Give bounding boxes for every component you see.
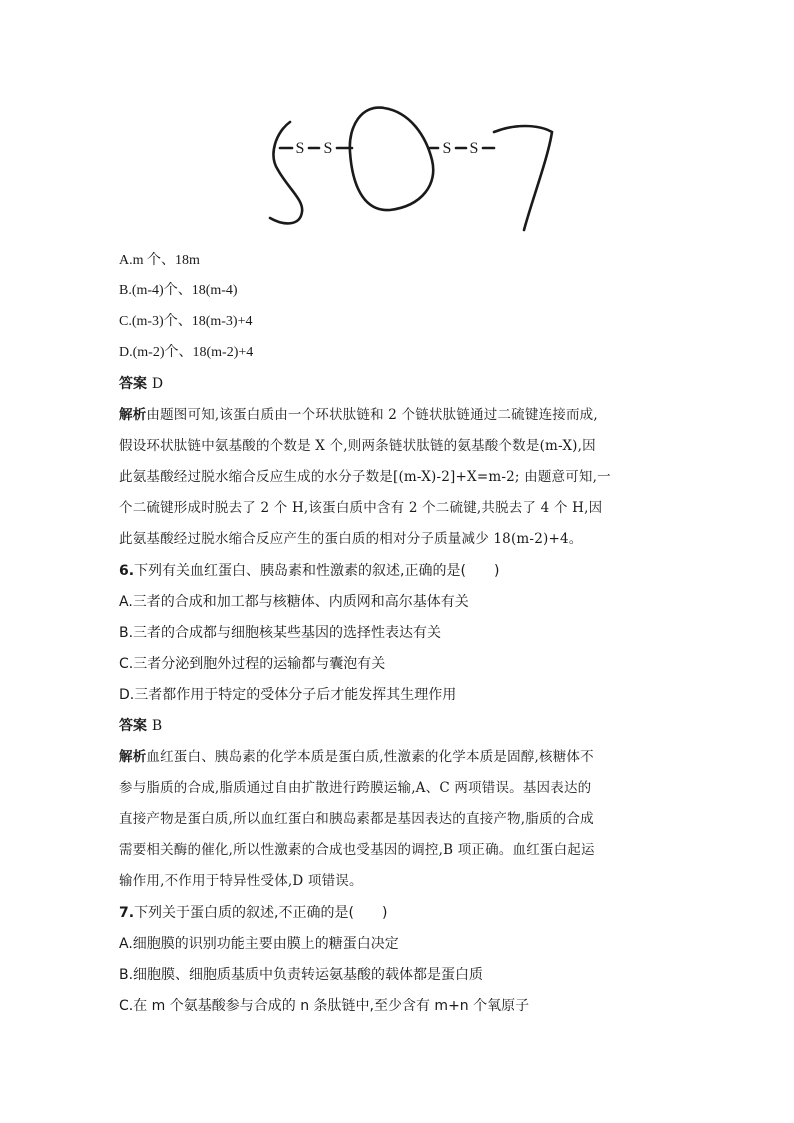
q6-stem <box>119 562 499 580</box>
q6-option-d: D.三者都作用于特定的受体分子后才能发挥其生理作用 <box>119 687 457 703</box>
q5-option-d: D.(m-2)个、18(m-2)+4 <box>119 345 254 360</box>
explanation-text: 血红蛋白、胰岛素的化学本质是蛋白质,性激素的化学本质是固醇,核糖体不 <box>146 749 594 765</box>
answer-label: 答案 <box>119 718 147 734</box>
q5-answer <box>119 375 163 393</box>
q6-explanation-line <box>119 748 594 766</box>
q6-option-b: B.三者的合成都与细胞核某些基因的选择性表达有关 <box>119 625 442 641</box>
cyclic-chain <box>350 108 433 211</box>
disulfide-atom: S <box>442 140 452 157</box>
linear-chain-right <box>494 126 552 230</box>
protein-structure-figure <box>262 100 562 235</box>
linear-chain-left <box>270 122 302 223</box>
disulfide-atom: S <box>469 140 479 157</box>
disulfide-atom: S <box>295 140 305 157</box>
q6-option-a: A.三者的合成和加工都与核糖体、内质网和高尔基体有关 <box>119 594 469 610</box>
explanation-label: 解析 <box>119 407 147 423</box>
answer-value: D <box>151 376 164 392</box>
q5-option-b: B.(m-4)个、18(m-4) <box>119 283 238 298</box>
answer-label: 答案 <box>119 376 147 392</box>
explanation-label: 解析 <box>119 749 147 765</box>
question-text: 下列关于蛋白质的叙述,不正确的是( ) <box>134 905 388 921</box>
q5-explanation-line: 个二硫键形成时脱去了 2 个 H,该蛋白质中含有 2 个二硫键,共脱去了 4 个 H,因 <box>119 500 603 516</box>
q7-option-b: B.细胞膜、细胞质基质中负责转运氨基酸的载体都是蛋白质 <box>119 967 484 983</box>
q5-explanation-line <box>119 406 598 424</box>
disulfide-atom: S <box>323 140 333 157</box>
q6-explanation-line: 参与脂质的合成,脂质通过自由扩散进行跨膜运输,A、C 两项错误。基因表达的 <box>119 780 592 796</box>
explanation-text: 由题图可知,该蛋白质由一个环状肽链和 2 个链状肽链通过二硫键连接而成, <box>146 407 598 423</box>
q6-explanation-line: 需要相关酶的催化,所以性激素的合成也受基因的调控,B 项正确。血红蛋白起运 <box>119 842 595 858</box>
q7-stem <box>119 904 387 922</box>
question-number: 6. <box>119 563 135 579</box>
q6-explanation-line: 输作用,不作用于特异性受体,D 项错误。 <box>119 873 363 889</box>
q5-explanation-line: 此氨基酸经过脱水缩合反应产生的蛋白质的相对分子质量减少 18(m-2)+4。 <box>119 531 583 547</box>
q7-option-a: A.细胞膜的识别功能主要由膜上的糖蛋白决定 <box>119 936 399 952</box>
q5-explanation-line: 假设环状肽链中氨基酸的个数是 X 个,则两条链状肽链的氨基酸个数是(m-X),因 <box>119 438 596 454</box>
answer-value: B <box>151 718 163 734</box>
q5-explanation-line: 此氨基酸经过脱水缩合反应生成的水分子数是[(m-X)-2]+X=m-2; 由题意可知,一 <box>119 469 611 485</box>
q6-option-c: C.三者分泌到胞外过程的运输都与囊泡有关 <box>119 656 386 672</box>
q5-option-a: A.m 个、18m <box>119 253 200 268</box>
q5-option-c: C.(m-3)个、18(m-3)+4 <box>119 314 253 329</box>
question-number: 7. <box>119 905 135 921</box>
question-text: 下列有关血红蛋白、胰岛素和性激素的叙述,正确的是( ) <box>134 563 500 579</box>
q6-explanation-line: 直接产物是蛋白质,所以血红蛋白和胰岛素都是基因表达的直接产物,脂质的合成 <box>119 811 594 827</box>
q6-answer <box>119 717 162 735</box>
q7-option-c: C.在 m 个氨基酸参与合成的 n 条肽链中,至少含有 m+n 个氧原子 <box>119 998 530 1014</box>
